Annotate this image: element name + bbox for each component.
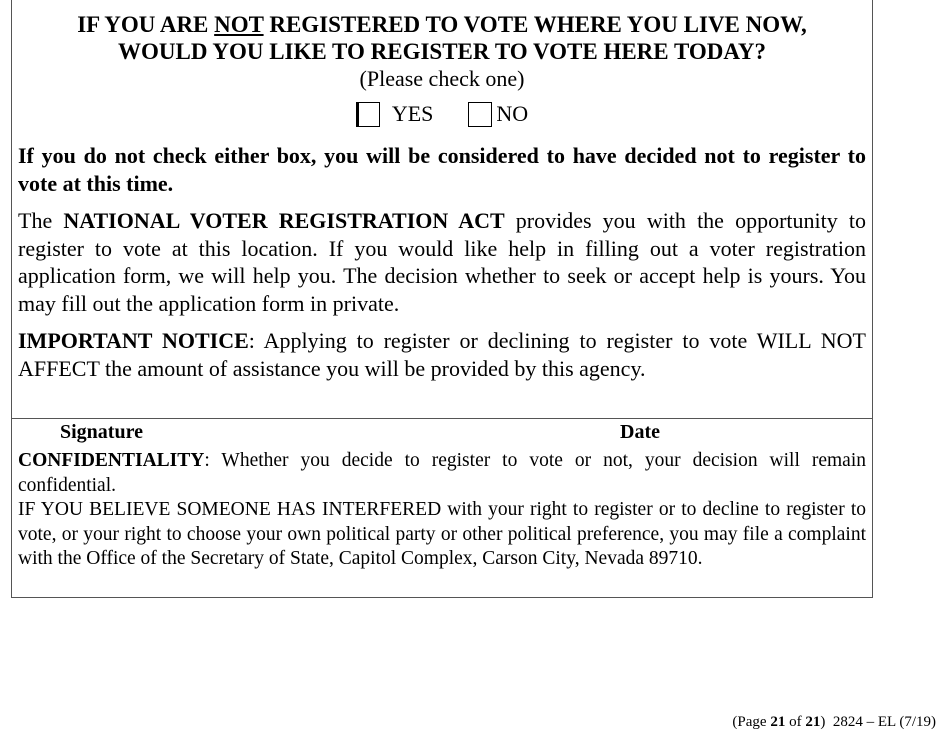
yes-option[interactable] [356,101,434,127]
legal-notices [18,449,866,572]
signature-row [12,418,872,447]
no-option[interactable] [468,101,528,127]
check-instruction: (Please check one) [359,66,525,91]
registration-question [12,11,872,65]
voter-registration-form [11,0,873,598]
date-label: Date [620,421,660,443]
total-page-number: 21 [805,714,821,730]
current-page-number: 21 [770,714,786,730]
yes-label: YES [391,101,434,126]
form-identifier: 2824 – EL (7/19) [832,714,936,730]
default-decision-notice: If you do not check either box, you will be considered to have decided not to register to vote at this time. [18,143,866,196]
confidentiality-heading: CONFIDENTIALITY [18,450,205,471]
question-line-1: IF YOU ARE NOT REGISTERED TO VOTE WHERE YOU LIVE NOW, [77,12,807,37]
yes-checkbox[interactable] [356,102,380,127]
nvra-paragraph: The NATIONAL VOTER REGISTRATION ACT provides you with the opportunity to register to vote at this location. If you would like help in filling out a voter registration application form, we will help you. The decision whether to seek or accept help is yours. You may fill out the application form in private. [18,208,866,316]
choice-group [12,98,872,130]
no-label: NO [496,101,529,126]
question-line-2: WOULD YOU LIKE TO REGISTER TO VOTE HERE TODAY? [117,39,766,64]
no-checkbox[interactable] [468,102,492,127]
important-notice: IMPORTANT NOTICE: Applying to register or declining to register to vote WILL NOT AFFECT the amount of assistance you will be provided by this agency. [18,328,866,381]
nvra-act-name: NATIONAL VOTER REGISTRATION ACT [63,208,505,233]
page-footer: (Page 21 of 21) 2824 – EL (7/19) [732,714,936,730]
confidentiality-paragraph: CONFIDENTIALITY: Whether you decide to register to vote or not, your decision will remain confidential. [18,450,866,496]
important-notice-heading: IMPORTANT NOTICE [18,328,249,353]
signature-label: Signature [60,421,143,443]
not-underlined: NOT [214,12,264,37]
complaint-paragraph: IF YOU BELIEVE SOMEONE HAS INTERFERED with your right to register or to decline to register to vote, or your right to choose your own political party or other political preference, you may file a complaint with the Office of the Secretary of State, Capitol Complex, Carson City, Nevada 89710. [18,499,866,569]
